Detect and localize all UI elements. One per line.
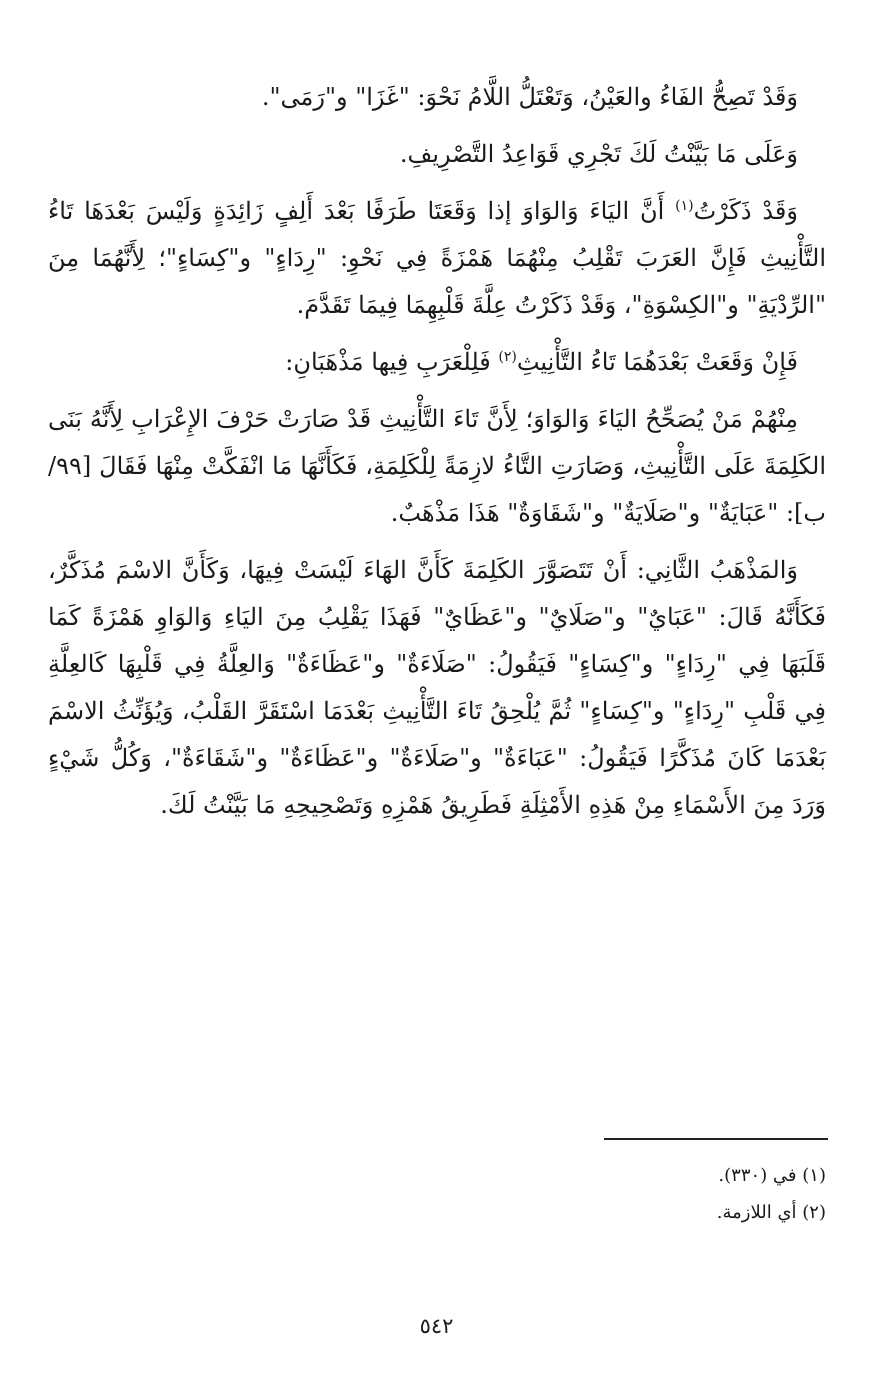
paragraph-text: مِنْهُمْ مَنْ يُصَحِّحُ اليَاءَ وَالوَاوَ؛ لِأَنَّ تَاءَ التَّأْنِيثِ قَدْ صَارَتْ حَرْفَ الإِعْرَابِ لِأَنَّهُ بَنَى الكَلِمَةَ عَلَى التَّأْنِيثِ، وَصَارَتِ التَّاءُ لازِمَةً لِلْكَلِمَةِ، فَكَأَنَّهَا مَا انْفَكَّتْ مِنْهَا فَقَالَ [٩٩/ب]: "عَبَايَةٌ" و"صَلَايَةٌ" و"شَقَاوَةٌ" هَذَا مَذْهَبٌ. [48,405,826,527]
paragraph-text: وَقَدْ ذَكَرْتُ [693,197,798,225]
paragraph-6 [48,547,826,829]
paragraph-2 [48,131,826,178]
paragraph-text: فَلِلْعَرَبِ فِيها مَذْهَبَانِ: [285,348,499,376]
paragraph-text: وَعَلَى مَا بَيَّنْتُ لَكَ تَجْرِي قَوَاعِدُ التَّصْرِيفِ. [399,140,798,168]
paragraph-text: وَقَدْ تَصِحُّ الفَاءُ والعَيْنُ، وَتَعْتَلُّ اللَّامُ نَحْوَ: "غَزَا" و"رَمَى". [261,83,798,111]
paragraph-text: فَإِنْ وَقَعَتْ بَعْدَهُمَا تَاءُ التَّأْنِيثِ [516,348,798,376]
paragraph-3 [48,188,826,329]
paragraph-5 [48,396,826,537]
paragraph-text: أَنَّ اليَاءَ وَالوَاوَ إذا وَقَعَتَا طَرَفًا بَعْدَ أَلِفٍ زَائِدَةٍ وَلَيْسَ بَعْدَهَا تَاءُ التَّأْنِيثِ فَإِنَّ العَرَبَ تَقْلِبُ مِنْهُمَا هَمْزَةً فِي نَحْوِ: "رِدَاءٍ" و"كِسَاءٍ"؛ لِأَنَّهُمَا مِنَ "الرِّدْيَةِ" و"الكِسْوَةِ"، وَقَدْ ذَكَرْتُ عِلَّةَ قَلْبِهِمَا فِيمَا تَقَدَّمَ. [48,197,827,319]
page-number: ٥٤٢ [419,1314,454,1338]
paragraph-4 [48,339,826,386]
footnote-2: (٢) أي اللازمة. [716,1202,826,1223]
footnotes [306,1157,826,1231]
footnote-separator [604,1138,828,1140]
main-text [48,74,826,829]
paragraph-text: وَالمَذْهَبُ الثَّانِي: أَنْ تَتَصَوَّرَ الكَلِمَةَ كَأَنَّ الهَاءَ لَيْسَتْ فِيهَا، وَكَأَنَّ الاسْمَ مُذَكَّرٌ، فَكَأَنَّهُ قَالَ: "عَبَايٌ" و"صَلَايٌ" و"عَظَايٌ" فَهَذَا يَقْلِبُ مِنَ اليَاءِ وَالوَاوِ هَمْزَةً كَمَا قَلَبَهَا فِي "رِدَاءٍ" و"كِسَاءٍ" فَيَقُولُ: "صَلَاءَةٌ" و"عَظَاءَةٌ" وَالعِلَّةُ فِي قَلْبِهَا كَالعِلَّةِ فِي قَلْبِ "رِدَاءٍ" و"كِسَاءٍ" ثُمَّ يُلْحِقُ تَاءَ التَّأْنِيثِ بَعْدَمَا اسْتَقَرَّ القَلْبُ، وَيُؤَنِّثُ الاسْمَ بَعْدَمَا كَانَ مُذَكَّرًا فَيَقُولُ: "عَبَاءَةٌ" و"صَلَاءَةٌ" و"عَظَاءَةٌ" و"شَقَاءَةٌ"، وَكُلُّ شَيْءٍ وَرَدَ مِنَ الأَسْمَاءِ مِنْ هَذِهِ الأَمْثِلَةِ فَطَرِيقُ هَمْزِهِ وَتَصْحِيحِهِ مَا بَيَّنْتُ لَكَ. [48,556,826,819]
footnote-ref-2: (٢) [498,349,517,365]
paragraph-1 [48,74,826,121]
footnote-1: (١) في (٣٣٠). [718,1165,826,1186]
footnote-ref-1: (١) [675,198,694,214]
